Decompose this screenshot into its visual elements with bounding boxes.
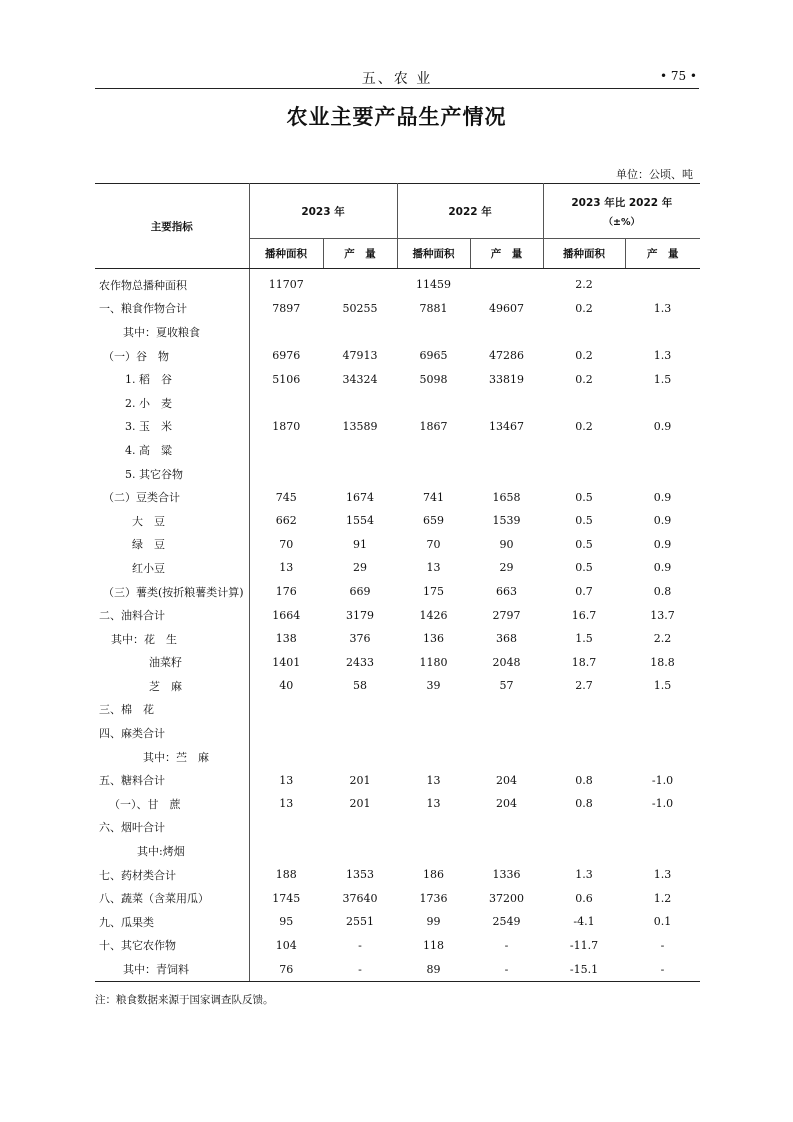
table-row	[95, 721, 700, 745]
row-value: 99	[426, 915, 441, 929]
row-value: -1.0	[651, 773, 674, 787]
row-value: 1.3	[653, 349, 672, 363]
row-value: 0.2	[575, 349, 593, 363]
row-value	[543, 391, 625, 415]
row-value: 1674	[346, 490, 374, 504]
row-value: 176	[275, 585, 297, 599]
row-label: （三）薯类(按折粮薯类计算)	[95, 580, 249, 604]
group-label: 2023 年	[301, 205, 345, 218]
row-value: -	[323, 957, 397, 981]
row-value	[543, 745, 625, 769]
row-value: 662	[275, 514, 297, 528]
row-value: 1870	[272, 419, 301, 433]
row-value: -	[358, 938, 362, 952]
row-value: 1.3	[653, 301, 672, 315]
row-value: 6965	[419, 349, 448, 363]
row-value	[323, 269, 397, 297]
row-value	[323, 721, 397, 745]
row-value: 2551	[346, 915, 374, 929]
table-row	[95, 627, 700, 651]
row-value	[470, 462, 543, 486]
row-label: 三、棉 花	[95, 698, 249, 722]
subheader-area-change: 播种面积	[543, 239, 625, 269]
header-group-2022	[397, 184, 543, 239]
row-value: 0.9	[653, 514, 672, 528]
row-value: 659	[423, 514, 445, 528]
row-value: 1.5	[653, 679, 672, 693]
row-value: 6976	[272, 349, 301, 363]
row-value: 0.8	[575, 773, 593, 787]
row-label: 农作物总播种面积	[95, 269, 249, 297]
row-value: 13	[279, 561, 294, 575]
row-value: 1336	[492, 868, 521, 882]
row-value: 186	[423, 868, 445, 882]
row-value: 136	[423, 632, 445, 646]
row-value: 1180	[419, 655, 448, 669]
row-value: -1.0	[651, 797, 674, 811]
row-label: 四、麻类合计	[95, 721, 249, 745]
row-label: 3. 玉 米	[95, 415, 249, 439]
row-value	[543, 438, 625, 462]
row-value: 2048	[492, 655, 521, 669]
table-row	[95, 839, 700, 863]
table-row	[95, 886, 700, 910]
row-value: 49607	[489, 301, 525, 315]
row-value: -	[660, 938, 665, 952]
row-label: 大 豆	[95, 509, 249, 533]
row-value: 1.3	[575, 868, 593, 882]
table-row	[95, 415, 700, 439]
row-value: 39	[426, 679, 441, 693]
row-value: 0.7	[575, 585, 593, 599]
row-value: 18.7	[571, 655, 597, 669]
table-row	[95, 674, 700, 698]
row-label: 十、其它农作物	[95, 934, 249, 958]
row-value	[470, 698, 543, 722]
row-value	[323, 839, 397, 863]
table-row	[95, 603, 700, 627]
table-row	[95, 462, 700, 486]
row-value: 13	[426, 773, 441, 787]
row-value: 2797	[492, 608, 521, 622]
row-value	[543, 721, 625, 745]
row-value: 0.5	[575, 490, 593, 504]
row-value: 1554	[346, 514, 374, 528]
row-value: 37640	[342, 891, 378, 905]
row-value	[625, 269, 700, 297]
row-value: 1401	[272, 655, 301, 669]
subheader-area-2023: 播种面积	[249, 239, 323, 269]
row-value	[397, 745, 470, 769]
row-label: 5. 其它谷物	[95, 462, 249, 486]
row-value: 13	[426, 797, 441, 811]
row-value: 0.1	[653, 915, 672, 929]
row-value	[249, 698, 323, 722]
row-value: 13	[279, 797, 294, 811]
table-row	[95, 863, 700, 887]
row-value	[470, 391, 543, 415]
row-value: 1353	[346, 868, 374, 882]
row-value	[249, 816, 323, 840]
row-value: -	[470, 957, 543, 981]
row-label: 绿 豆	[95, 533, 249, 557]
row-label: 一、粮食作物合计	[95, 297, 249, 321]
page-header	[95, 66, 699, 89]
row-value	[249, 462, 323, 486]
row-label: 其中：夏收粮食	[95, 320, 249, 344]
row-value: -15.1	[543, 957, 625, 981]
row-label: 其中：花 生	[95, 627, 249, 651]
row-value: 47913	[342, 349, 378, 363]
row-value: 2.7	[575, 679, 593, 693]
row-value	[397, 721, 470, 745]
row-value	[397, 320, 470, 344]
row-value: 7881	[419, 301, 448, 315]
row-value	[625, 839, 700, 863]
table-row	[95, 792, 700, 816]
row-value: 376	[349, 632, 371, 646]
row-value: 29	[499, 561, 514, 575]
row-value: 204	[496, 773, 518, 787]
row-value: 2.2	[653, 632, 672, 646]
row-label: 2. 小 麦	[95, 391, 249, 415]
row-value: 0.8	[575, 797, 593, 811]
row-value: 0.2	[575, 419, 593, 433]
row-label: （二）豆类合计	[95, 485, 249, 509]
table-row	[95, 745, 700, 769]
table-row	[95, 438, 700, 462]
row-value	[323, 438, 397, 462]
row-value: 13.7	[650, 608, 675, 622]
page-title: 农业主要产品生产情况	[286, 104, 507, 129]
row-value: 50255	[342, 301, 378, 315]
row-value	[323, 698, 397, 722]
row-value: 1539	[492, 514, 521, 528]
row-label: 其中:烤烟	[95, 839, 249, 863]
row-value	[470, 721, 543, 745]
row-value: 0.5	[575, 537, 593, 551]
row-value: 91	[353, 537, 367, 551]
group-label: 2023 年比 2022 年	[571, 196, 673, 209]
row-value: 118	[423, 938, 445, 952]
subheader-area-2022: 播种面积	[397, 239, 470, 269]
table-row	[95, 297, 700, 321]
subheader-output-2023: 产 量	[323, 239, 397, 269]
table-row	[95, 391, 700, 415]
row-value: 11459	[416, 278, 452, 292]
row-value	[249, 320, 323, 344]
table-row	[95, 533, 700, 557]
row-value: -4.1	[573, 915, 595, 929]
row-value	[625, 745, 700, 769]
row-value: 76	[249, 957, 323, 981]
row-value: 663	[496, 585, 518, 599]
row-value: 201	[349, 773, 371, 787]
row-value	[249, 721, 323, 745]
row-value: -11.7	[569, 938, 599, 952]
row-value: 95	[279, 915, 294, 929]
table-row	[95, 580, 700, 604]
row-value	[625, 391, 700, 415]
header-group-change	[543, 184, 700, 239]
row-value	[543, 698, 625, 722]
row-value	[323, 745, 397, 769]
row-value: 0.5	[575, 514, 593, 528]
row-value	[543, 839, 625, 863]
header-main-indicator: 主要指标	[95, 184, 249, 269]
row-value	[470, 438, 543, 462]
row-value: 1.2	[653, 891, 672, 905]
row-value	[249, 391, 323, 415]
row-value	[625, 816, 700, 840]
row-label: （一）、甘 蔗	[95, 792, 249, 816]
row-value: 0.9	[653, 419, 672, 433]
row-value	[543, 816, 625, 840]
row-value	[625, 698, 700, 722]
row-label: 六、烟叶合计	[95, 816, 249, 840]
row-value: 34324	[342, 372, 378, 386]
row-value: -	[504, 938, 509, 952]
row-value	[397, 816, 470, 840]
row-value: 1658	[492, 490, 521, 504]
subheader-output-2022: 产 量	[470, 239, 543, 269]
table-row	[95, 957, 700, 981]
row-value: 0.6	[575, 891, 593, 905]
table-row	[95, 651, 700, 675]
row-value: 2549	[492, 915, 521, 929]
row-value: 204	[496, 797, 518, 811]
row-value: 5106	[272, 372, 301, 386]
table-row	[95, 344, 700, 368]
row-value: 138	[275, 632, 297, 646]
table-row	[95, 698, 700, 722]
table-row	[95, 556, 700, 580]
row-value: 745	[275, 490, 297, 504]
row-value: 90	[499, 537, 514, 551]
row-value	[323, 462, 397, 486]
row-value: 18.8	[650, 655, 675, 669]
row-value: 13589	[342, 419, 378, 433]
row-value: 175	[423, 585, 445, 599]
subheader-output-change: 产 量	[625, 239, 700, 269]
row-value: 1736	[419, 891, 448, 905]
row-value	[470, 269, 543, 297]
row-label: 芝 麻	[95, 674, 249, 698]
table-row	[95, 816, 700, 840]
table-row	[95, 320, 700, 344]
row-value: 37200	[489, 891, 525, 905]
row-value: 741	[423, 490, 445, 504]
row-value	[249, 438, 323, 462]
row-value: 1426	[419, 608, 448, 622]
row-value: 2.2	[575, 278, 593, 292]
group-sublabel: （±%）	[603, 216, 641, 228]
table-row	[95, 509, 700, 533]
row-value: 13467	[489, 419, 525, 433]
row-label: 4. 高 粱	[95, 438, 249, 462]
row-value	[397, 839, 470, 863]
unit-label: 单位：公顷、吨	[616, 168, 693, 181]
row-value	[470, 745, 543, 769]
row-value: 0.8	[653, 585, 672, 599]
row-value	[470, 816, 543, 840]
row-value	[397, 698, 470, 722]
row-value	[625, 320, 700, 344]
table-row	[95, 269, 700, 297]
row-value: -	[625, 957, 700, 981]
row-label: 油菜籽	[95, 651, 249, 675]
row-value: 0.5	[575, 561, 593, 575]
row-label: 红小豆	[95, 556, 249, 580]
row-value: 5098	[419, 372, 448, 386]
row-value: 70	[279, 537, 294, 551]
row-value: 0.2	[575, 301, 593, 315]
table-row	[95, 485, 700, 509]
row-value: 7897	[272, 301, 301, 315]
row-value	[470, 839, 543, 863]
row-value: 47286	[489, 349, 525, 363]
row-value: 57	[499, 679, 514, 693]
row-value: 1.5	[575, 632, 593, 646]
row-label: 其中：青饲料	[95, 957, 249, 981]
row-value: 13	[279, 773, 294, 787]
footnote: 注：粮食数据来源于国家调查队反馈。	[95, 994, 274, 1006]
row-value	[397, 438, 470, 462]
row-value: 16.7	[571, 608, 597, 622]
row-label: 七、药材类合计	[95, 863, 249, 887]
row-value	[249, 839, 323, 863]
row-value	[543, 462, 625, 486]
row-value	[249, 745, 323, 769]
row-value	[470, 320, 543, 344]
row-label: 二、油料合计	[95, 603, 249, 627]
table-row	[95, 367, 700, 391]
row-value: 13	[426, 561, 441, 575]
row-value: 0.9	[653, 490, 672, 504]
row-label: 八、蔬菜（含菜用瓜）	[95, 886, 249, 910]
row-label: （一）谷 物	[95, 344, 249, 368]
row-value: 368	[496, 632, 518, 646]
row-value: 1.5	[653, 372, 672, 386]
row-value: 29	[353, 561, 367, 575]
row-value: 58	[353, 679, 367, 693]
row-value: 1867	[419, 419, 448, 433]
row-value: 188	[275, 868, 297, 882]
row-value	[397, 391, 470, 415]
row-value: 2433	[346, 655, 374, 669]
row-value	[625, 721, 700, 745]
table-body	[95, 269, 700, 982]
row-value: 1.3	[653, 868, 672, 882]
row-label: 其中：苎 麻	[95, 745, 249, 769]
row-label: 九、瓜果类	[95, 910, 249, 934]
table-row	[95, 910, 700, 934]
row-value: 89	[397, 957, 470, 981]
row-value: 0.9	[653, 537, 672, 551]
row-value	[625, 462, 700, 486]
row-value	[625, 438, 700, 462]
row-value: 11707	[268, 278, 304, 292]
table-row	[95, 768, 700, 792]
row-value: 3179	[346, 608, 374, 622]
row-label: 1. 稻 谷	[95, 367, 249, 391]
row-value: 201	[349, 797, 371, 811]
row-value: 669	[349, 585, 371, 599]
chapter-title: 五、农 业	[361, 71, 433, 87]
row-value: 0.2	[575, 372, 593, 386]
row-value: 1745	[272, 891, 301, 905]
row-value: 33819	[489, 372, 525, 386]
row-value	[543, 320, 625, 344]
page-number: • 75 •	[659, 69, 697, 83]
production-table	[95, 183, 700, 982]
header-group-2023	[249, 184, 397, 239]
row-value: 1664	[272, 608, 301, 622]
table-row	[95, 934, 700, 958]
group-label: 2022 年	[448, 205, 492, 218]
row-value: 0.9	[653, 561, 672, 575]
row-value: 104	[275, 938, 297, 952]
row-value	[323, 391, 397, 415]
row-value	[323, 320, 397, 344]
row-value: 40	[279, 679, 294, 693]
row-value	[397, 462, 470, 486]
row-label: 五、糖料合计	[95, 768, 249, 792]
row-value: 70	[426, 537, 441, 551]
row-value	[323, 816, 397, 840]
